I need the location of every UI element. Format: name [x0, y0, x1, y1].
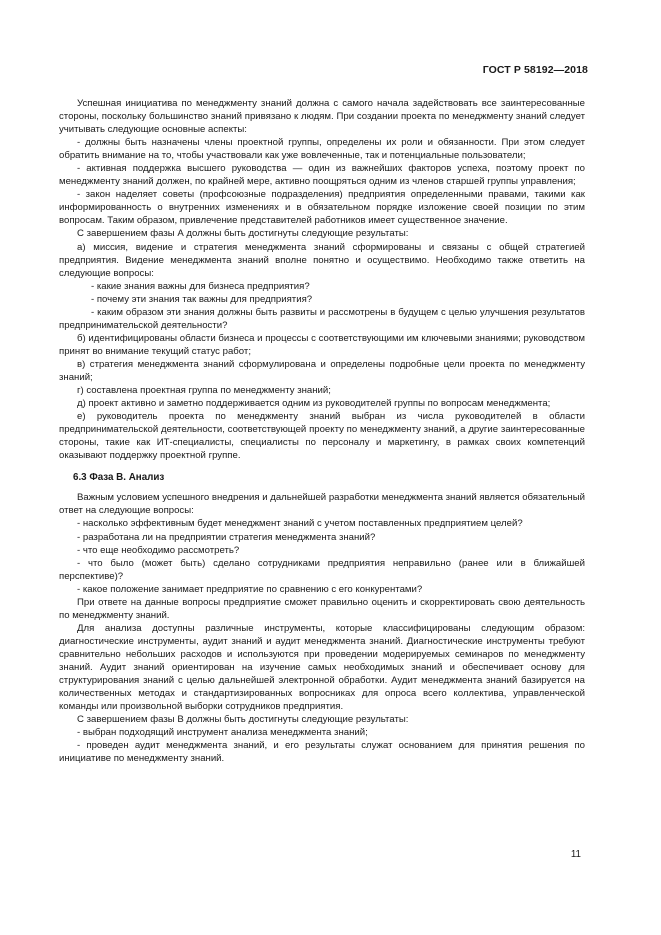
paragraph: Для анализа доступны различные инструменты, которые классифицированы следующим образом: диагностические инструменты, аудит знаний и аудит менеджмента знаний. Диагностические инструменты требуют сравнительно небольших расходов и используются при проведении модерируемых семинаров по менеджменту знаний. Аудит знаний ориентирован на изучение самых необходимых знаний и обеспечивает основу для структурирования знаний с целью дальнейшей электронной обработки. Аудит менеджмента знаний базируется на количественных методах и стандартизированных вопросниках для опроса всего коллектива, управленческой команды или произвольной выборки сотрудников предприятия. [59, 622, 585, 713]
paragraph: д) проект активно и заметно поддерживается одним из руководителей группы по вопросам менеджмента; [77, 398, 551, 410]
paragraph: - активная поддержка высшего руководства — один из важнейших факторов успеха, поэтому проект по менеджменту знаний должен, по крайней мере, активно поощряться одним из членов старшей группы управления; [59, 163, 585, 188]
paragraph: а) миссия, видение и стратегия менеджмента знаний сформированы и связаны с общей стратегией предприятия. Видение менеджмента знаний вполне понятно и осуществимо. Необходимо также ответить на следующие вопросы: [59, 241, 585, 279]
paragraph: Успешная инициатива по менеджменту знаний должна с самого начала задействовать все заинтересованные стороны, поскольку большинство знаний привязано к людям. При создании проекта по менеджменту знаний следует учитывать следующие основные аспекты: [59, 98, 585, 136]
paragraph: При ответе на данные вопросы предприятие сможет правильно оценить и скорректировать свою деятельность по менеджменту знаний. [59, 596, 585, 621]
paragraph: б) идентифицированы области бизнеса и процессы с соответствующими им ключевыми знаниями; руководством принят во внимание текущий статус работ; [59, 332, 585, 357]
paragraph: С завершением фазы А должны быть достигнуты следующие результаты: [77, 228, 409, 240]
paragraph: Важным условием успешного внедрения и дальнейшей разработки менеджмента знаний является обязательный ответ на следующие вопросы: [59, 492, 585, 517]
paragraph: - насколько эффективным будет менеджмент знаний с учетом поставленных предприятием целей? [77, 518, 523, 530]
paragraph: в) стратегия менеджмента знаний сформулирована и определены подробные цели проекта по менеджменту знаний; [59, 358, 585, 383]
paragraph: - что было (может быть) сделано сотрудниками предприятия неправильно (ранее или в ближайшей перспективе)? [59, 557, 585, 582]
document-body [59, 97, 585, 765]
sub-question: - каким образом эти знания должны быть развиты и рассмотрены в будущем с целью улучшения результатов предпринимательской деятельности? [59, 306, 585, 331]
section-heading: 6.3 Фаза В. Анализ [73, 472, 165, 484]
paragraph: - разработана ли на предприятии стратегия менеджмента знаний? [77, 531, 376, 543]
standard-code-header: ГОСТ Р 58192—2018 [482, 64, 588, 76]
paragraph: - проведен аудит менеджмента знаний, и его результаты служат основанием для принятия решения по инициативе по менеджменту знаний. [59, 740, 585, 765]
page-number: 11 [570, 849, 581, 860]
paragraph: - что еще необходимо рассмотреть? [77, 544, 240, 556]
paragraph: е) руководитель проекта по менеджменту знаний выбран из числа руководителей в области предпринимательской деятельности, соответствующей проекту по менеджменту знаний, а другие заинтересованные стороны, такие как ИТ-специалисты, специалисты по персоналу и маркетингу, в рамках своих компетенций оказывают поддержку проектной группе. [59, 411, 585, 462]
paragraph: г) составлена проектная группа по менеджменту знаний; [77, 385, 331, 397]
sub-question: - почему эти знания так важны для предприятия? [91, 293, 313, 305]
sub-question: - какие знания важны для бизнеса предприятия? [91, 280, 310, 292]
paragraph: С завершением фазы В должны быть достигнуты следующие результаты: [77, 714, 409, 726]
paragraph: - выбран подходящий инструмент анализа менеджмента знаний; [77, 727, 368, 739]
paragraph: - должны быть назначены члены проектной группы, определены их роли и обязанности. При этом следует обратить внимание на то, чтобы участвовали как уже вовлеченные, так и потенциальные пользователи; [59, 137, 585, 162]
paragraph: - какое положение занимает предприятие по сравнению с его конкурентами? [77, 583, 423, 595]
paragraph: - закон наделяет советы (профсоюзные подразделения) предприятия определенными правами, такими как информированность о внутренних изменениях и в обязательном порядке изложение своей позиции по этим вопросам. Таким образом, привлечение представителей работников имеет существенное значение. [59, 189, 585, 227]
